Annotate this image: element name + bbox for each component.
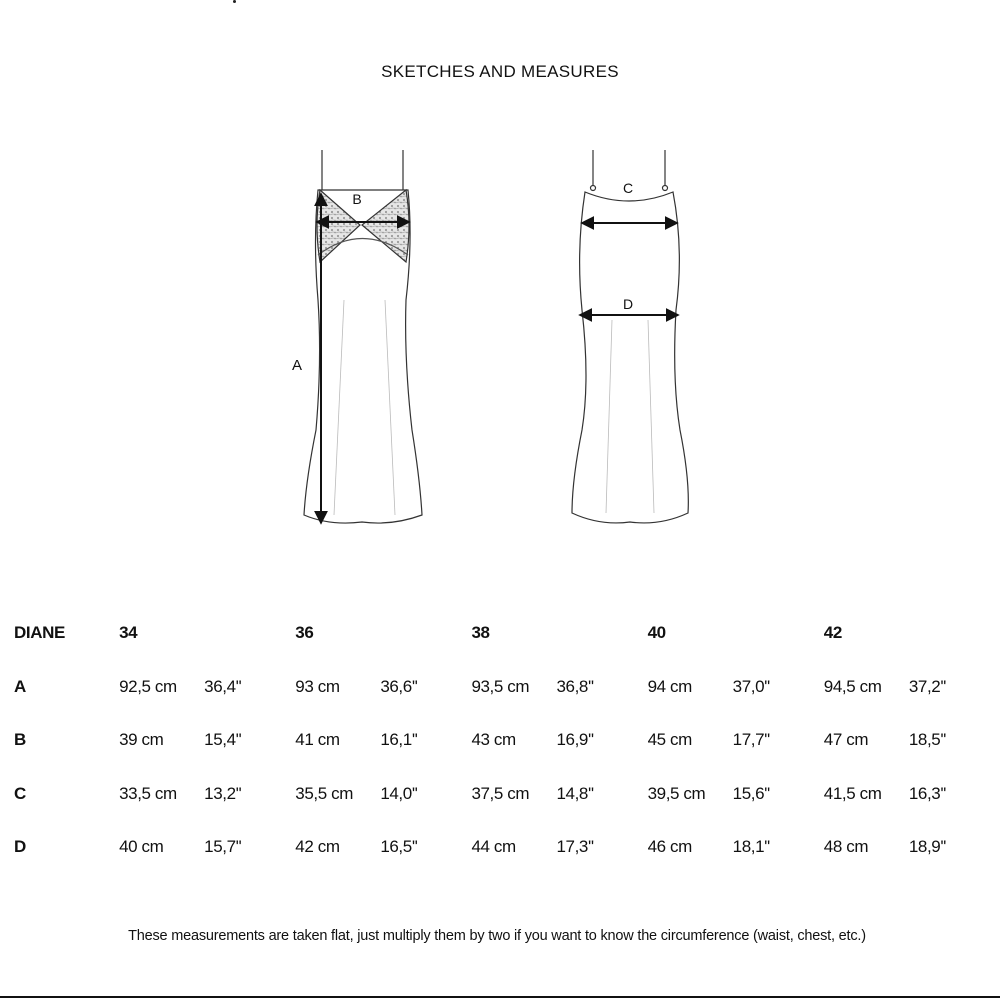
value-cm: 35,5 cm (295, 783, 353, 803)
size-header: 40 (647, 623, 666, 642)
back-dress-sketch (572, 150, 688, 523)
back-dress-body (572, 192, 688, 523)
value-cm: 93 cm (295, 676, 340, 696)
row-label: C (14, 783, 26, 803)
table-row (14, 660, 1000, 714)
value-cm: 46 cm (647, 837, 692, 857)
table-header-row (14, 606, 1000, 660)
row-label: D (14, 837, 26, 857)
value-inch: 36,6'' (380, 676, 418, 696)
value-inch: 17,3'' (556, 837, 594, 857)
value-cm: 44 cm (471, 837, 516, 857)
size-header: 42 (823, 623, 842, 642)
label-d: D (622, 296, 634, 312)
size-header: 36 (295, 623, 314, 642)
size-header: 38 (471, 623, 490, 642)
table-row (14, 767, 1000, 821)
value-inch: 37,2'' (908, 676, 947, 696)
value-cm: 92,5 cm (119, 676, 177, 696)
value-cm: 41,5 cm (823, 783, 882, 803)
size-header: 34 (119, 623, 138, 642)
bottom-divider (0, 996, 1000, 998)
value-cm: 39,5 cm (647, 783, 706, 803)
value-cm: 40 cm (119, 837, 164, 857)
value-inch: 15,6'' (732, 783, 770, 803)
value-cm: 41 cm (295, 730, 340, 750)
value-inch: 18,1'' (732, 837, 770, 857)
model-name: DIANE (14, 623, 65, 642)
value-inch: 18,9'' (908, 837, 947, 857)
value-inch: 16,3'' (908, 783, 947, 803)
label-b: B (352, 191, 362, 207)
value-cm: 39 cm (119, 730, 164, 750)
page-title: SKETCHES AND MEASURES (381, 62, 619, 81)
value-inch: 18,5'' (908, 730, 947, 750)
value-cm: 45 cm (647, 730, 692, 750)
table-row (14, 821, 1000, 875)
value-cm: 33,5 cm (119, 783, 177, 803)
value-inch: 15,7'' (204, 837, 242, 857)
value-inch: 37,0'' (732, 676, 770, 696)
table-row (14, 714, 1000, 768)
value-cm: 48 cm (823, 837, 869, 857)
value-inch: 16,9'' (556, 730, 594, 750)
value-inch: 14,0'' (380, 783, 418, 803)
size-measurement-table (14, 606, 1000, 874)
value-inch: 36,8'' (556, 676, 594, 696)
value-cm: 47 cm (823, 730, 869, 750)
value-inch: 17,7'' (732, 730, 770, 750)
value-inch: 15,4'' (204, 730, 242, 750)
value-cm: 37,5 cm (471, 783, 530, 803)
row-label: A (14, 676, 26, 696)
value-inch: 13,2'' (204, 783, 242, 803)
footnote: These measurements are taken flat, just multiply them by two if you want to know the circumference (waist, chest, etc.) (128, 928, 866, 944)
value-cm: 94,5 cm (823, 676, 882, 696)
value-cm: 93,5 cm (471, 676, 530, 696)
label-a: A (291, 357, 303, 374)
row-label: B (14, 730, 26, 750)
value-inch: 14,8'' (556, 783, 594, 803)
value-inch: 16,1'' (380, 730, 418, 750)
value-cm: 94 cm (647, 676, 692, 696)
label-c: C (622, 180, 634, 196)
value-cm: 42 cm (295, 837, 340, 857)
value-cm: 43 cm (471, 730, 516, 750)
value-inch: 16,5'' (380, 837, 418, 857)
value-inch: 36,4'' (204, 676, 242, 696)
